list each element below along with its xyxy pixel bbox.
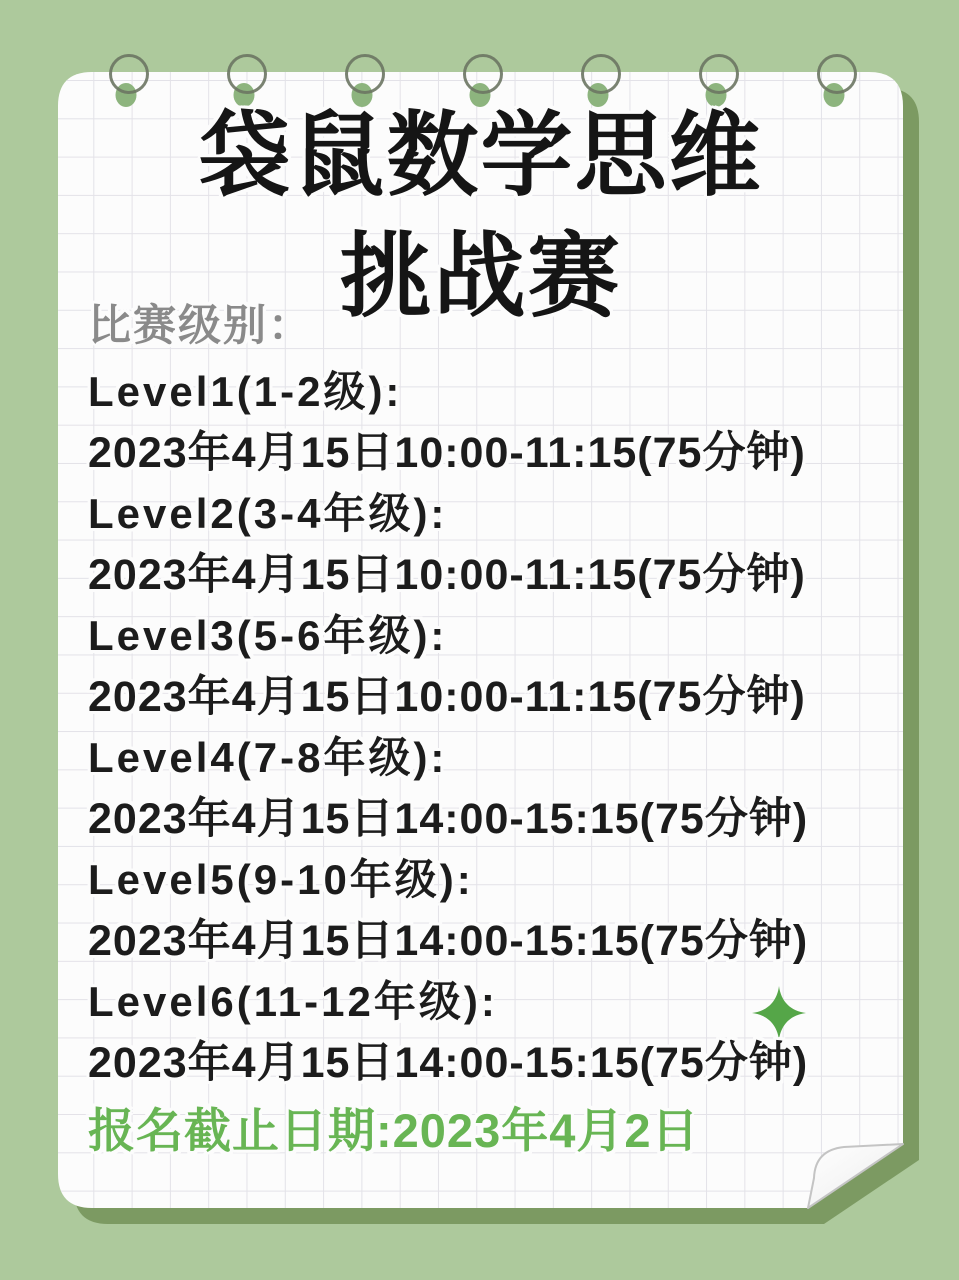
level-name: Level4(7-8年级): — [88, 733, 448, 781]
level-name: Level1(1-2级): — [88, 367, 403, 415]
level-schedule: 2023年4月15日14:00-15:15(75分钟) — [88, 917, 809, 965]
section-label: 比赛级别： — [88, 301, 313, 350]
level-name: Level3(5-6年级): — [88, 611, 448, 659]
registration-deadline: 报名截止日期:2023年4月2日 — [88, 1103, 700, 1157]
schedule-list — [88, 358, 868, 1090]
level-schedule: 2023年4月15日10:00-11:15(75分钟) — [88, 551, 806, 599]
title-line-1: 袋鼠数学思维 — [198, 105, 763, 207]
level-schedule: 2023年4月15日14:00-15:15(75分钟) — [88, 795, 809, 843]
page-curl-icon — [806, 1140, 906, 1210]
level-schedule: 2023年4月15日10:00-11:15(75分钟) — [88, 429, 806, 477]
level-name: Level6(11-12年级): — [88, 977, 498, 1025]
level-name: Level5(9-10年级): — [88, 855, 474, 903]
level-schedule: 2023年4月15日10:00-11:15(75分钟) — [88, 673, 806, 721]
title-line-2: 挑战赛 — [339, 226, 622, 328]
level-name: Level2(3-4年级): — [88, 489, 448, 537]
level-schedule: 2023年4月15日14:00-15:15(75分钟) — [88, 1039, 809, 1087]
